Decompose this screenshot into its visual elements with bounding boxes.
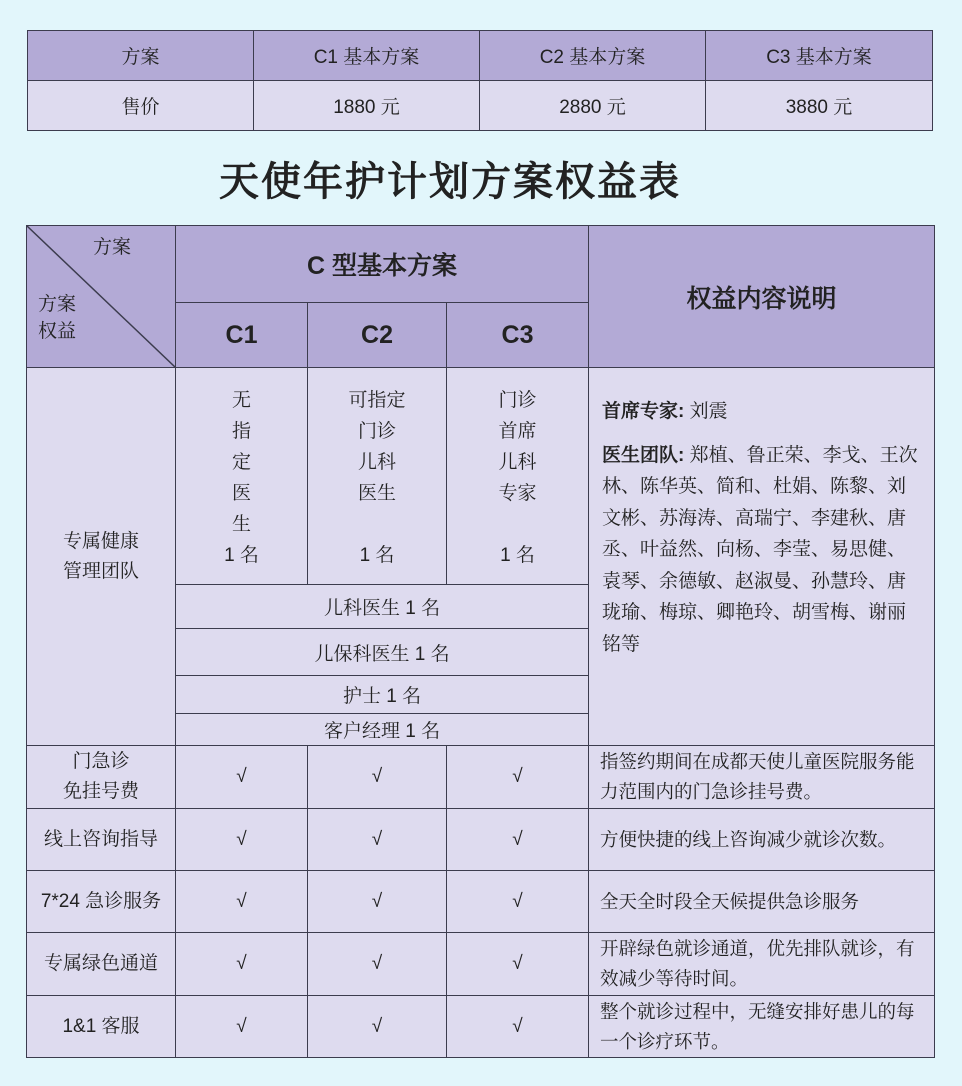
- team-c3: 门诊 首席 儿科 专家 1 名: [447, 368, 589, 585]
- check-icon: √: [308, 933, 447, 996]
- team-c1: 无 指 定 医 生 1 名: [176, 368, 308, 585]
- check-icon: √: [176, 746, 308, 809]
- price-label: 售价: [28, 81, 254, 131]
- benefit-row: [27, 871, 935, 933]
- benefit-label: 门急诊 免挂号费: [27, 746, 176, 809]
- price-c1: 1880 元: [254, 81, 480, 131]
- team-child-health-doctor: 儿保科医生 1 名: [176, 629, 589, 676]
- price-row: [28, 81, 933, 131]
- chief-value: 刘震: [684, 401, 728, 422]
- price-header-c1: C1 基本方案: [254, 31, 480, 81]
- team-label: 专属健康 管理团队: [27, 368, 176, 746]
- price-header-c3: C3 基本方案: [706, 31, 933, 81]
- chief-label: 首席专家:: [602, 401, 685, 422]
- price-header-plan: 方案: [28, 31, 254, 81]
- check-icon: √: [447, 746, 589, 809]
- check-icon: √: [308, 809, 447, 871]
- benefit-row: [27, 746, 935, 809]
- check-icon: √: [308, 996, 447, 1058]
- price-header-row: [28, 31, 933, 81]
- team-account-manager: 客户经理 1 名: [176, 714, 589, 746]
- team-row: [27, 368, 935, 585]
- benefits-table: [26, 225, 935, 1058]
- doctors-label: 医生团队:: [602, 444, 685, 466]
- check-icon: √: [308, 746, 447, 809]
- check-icon: √: [176, 809, 308, 871]
- check-icon: √: [176, 996, 308, 1058]
- price-c3: 3880 元: [706, 81, 933, 131]
- benefits-header-row-1: [27, 226, 935, 303]
- plan-c2-header: C2: [308, 303, 447, 368]
- doctor-team: [602, 440, 924, 661]
- corner-top-label: 方案: [92, 237, 131, 258]
- benefit-label: 专属绿色通道: [27, 933, 176, 996]
- check-icon: √: [447, 809, 589, 871]
- team-nurse: 护士 1 名: [176, 676, 589, 714]
- check-icon: √: [308, 871, 447, 933]
- benefit-desc: 开辟绿色就诊通道，优先排队就诊，有效减少等待时间。: [589, 933, 935, 996]
- price-table: [27, 30, 933, 131]
- plan-group-header: C 型基本方案: [176, 226, 589, 303]
- benefit-desc: 指签约期间在成都天使儿童医院服务能力范围内的门急诊挂号费。: [589, 746, 935, 809]
- check-icon: √: [447, 933, 589, 996]
- page-title: 天使年护计划方案权益表: [219, 159, 681, 205]
- plan-c3-header: C3: [447, 303, 589, 368]
- benefit-desc: 整个就诊过程中，无缝安排好患儿的每一个诊疗环节。: [589, 996, 935, 1058]
- team-desc: [589, 368, 935, 746]
- doctors-value: 郑植、鲁正荣、李戈、王次林、陈华英、简和、杜娟、陈黎、刘文彬、苏海涛、高瑞宁、李建秋、唐丞、叶益然、向杨、李莹、易思健、袁琴、余德敏、赵淑曼、孙慧玲、唐珑瑜、梅琼、卿艳玲、胡雪梅、谢丽铭等: [602, 444, 918, 655]
- plan-c1-header: C1: [176, 303, 308, 368]
- benefit-label: 线上咨询指导: [27, 809, 176, 871]
- price-c2: 2880 元: [480, 81, 706, 131]
- benefit-row: [27, 996, 935, 1058]
- benefit-row: [27, 809, 935, 871]
- check-icon: √: [176, 933, 308, 996]
- check-icon: √: [176, 871, 308, 933]
- team-c2: 可指定 门诊 儿科 医生 1 名: [308, 368, 447, 585]
- chief-expert: [602, 396, 924, 428]
- desc-header: 权益内容说明: [589, 226, 935, 368]
- check-icon: √: [447, 871, 589, 933]
- benefit-label: 1&1 客服: [27, 996, 176, 1058]
- corner-bottom-label: 方案 权益: [38, 294, 77, 342]
- price-header-c2: C2 基本方案: [480, 31, 706, 81]
- benefit-label: 7*24 急诊服务: [27, 871, 176, 933]
- corner-header: [27, 226, 176, 368]
- check-icon: √: [447, 996, 589, 1058]
- benefit-desc: 方便快捷的线上咨询减少就诊次数。: [589, 809, 935, 871]
- team-pediatrician: 儿科医生 1 名: [176, 585, 589, 629]
- benefit-desc: 全天全时段全天候提供急诊服务: [589, 871, 935, 933]
- benefit-row: [27, 933, 935, 996]
